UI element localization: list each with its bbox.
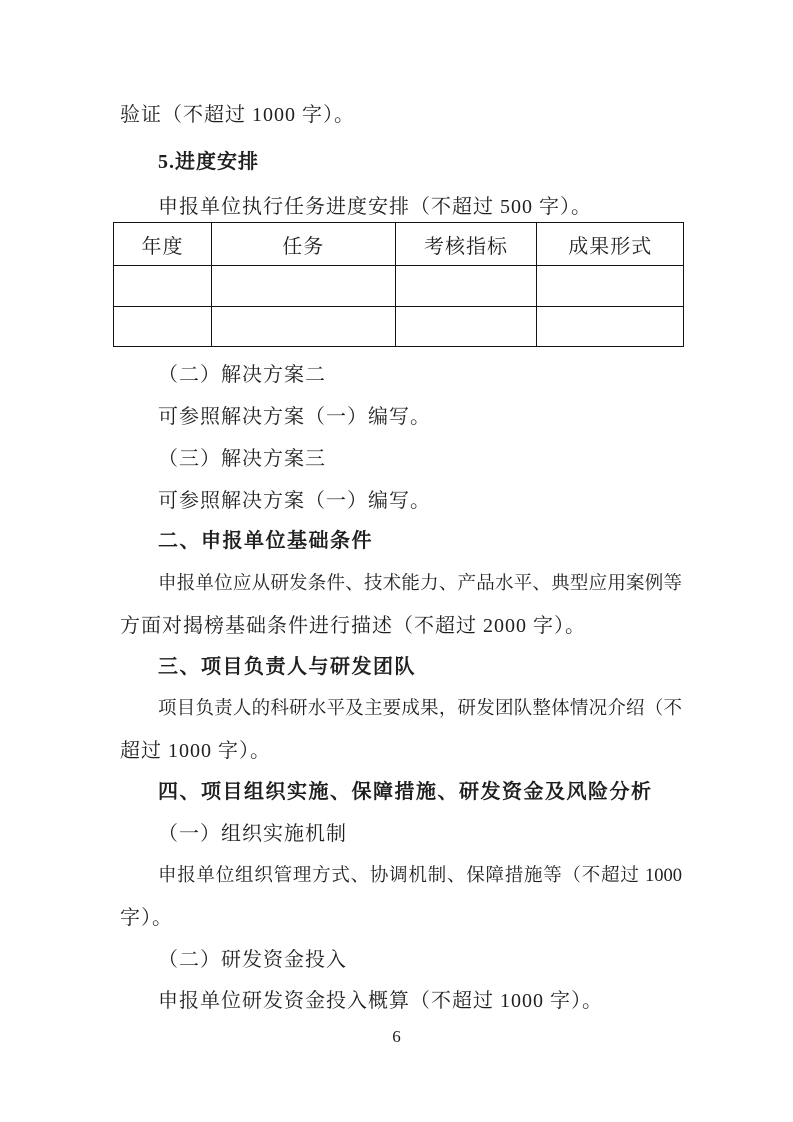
table-cell[interactable] (537, 266, 684, 307)
paragraph-section-3-line-1: 项目负责人的科研水平及主要成果，研发团队整体情况介绍（不 (158, 699, 682, 719)
paragraph-4-1-line-1: 申报单位组织管理方式、协调机制、保障措施等（不超过 1000 (158, 866, 682, 886)
paragraph-section-2-line-1: 申报单位应从研发条件、技术能力、产品水平、典型应用案例等 (158, 574, 682, 594)
table-header-year: 年度 (114, 223, 212, 266)
paragraph-continuation: 验证（不超过 1000 字）。 (120, 104, 355, 126)
progress-schedule-table (113, 222, 684, 347)
paragraph-4-2-funding-estimate: 申报单位研发资金投入概算（不超过 1000 字）。 (158, 990, 603, 1012)
table-cell[interactable] (395, 307, 537, 347)
table-cell[interactable] (537, 307, 684, 347)
table-header-result-form: 成果形式 (537, 223, 684, 266)
paragraph-solution-2: 可参照解决方案（一）编写。 (158, 406, 431, 428)
table-cell[interactable] (395, 266, 537, 307)
heading-section-4-organization-risk: 四、项目组织实施、保障措施、研发资金及风险分析 (158, 781, 653, 803)
subheading-4-2-rd-funding: （二）研发资金投入 (158, 949, 347, 971)
subheading-solution-3: （三）解决方案三 (158, 448, 326, 470)
table-row (114, 266, 684, 307)
heading-section-2-unit-basic-conditions: 二、申报单位基础条件 (158, 530, 373, 552)
table-header-row (114, 223, 684, 266)
page-number: 6 (392, 1027, 401, 1046)
paragraph-progress-intro: 申报单位执行任务进度安排（不超过 500 字）。 (158, 196, 592, 218)
table-header-assessment-indicator: 考核指标 (395, 223, 537, 266)
paragraph-solution-3: 可参照解决方案（一）编写。 (158, 490, 431, 512)
table-cell[interactable] (114, 266, 212, 307)
table-row (114, 307, 684, 347)
paragraph-section-3-line-2: 超过 1000 字）。 (120, 740, 271, 762)
table-header-task: 任务 (212, 223, 396, 266)
subheading-4-1-implementation-mechanism: （一）组织实施机制 (158, 823, 347, 845)
subheading-solution-2: （二）解决方案二 (158, 364, 326, 386)
heading-section-3-project-leader-team: 三、项目负责人与研发团队 (158, 656, 416, 678)
table-cell[interactable] (212, 266, 396, 307)
table-cell[interactable] (114, 307, 212, 347)
table-cell[interactable] (212, 307, 396, 347)
paragraph-section-2-line-2: 方面对揭榜基础条件进行描述（不超过 2000 字）。 (120, 615, 586, 637)
paragraph-4-1-line-2: 字）。 (120, 907, 173, 929)
heading-progress-schedule: 5.进度安排 (158, 151, 259, 173)
